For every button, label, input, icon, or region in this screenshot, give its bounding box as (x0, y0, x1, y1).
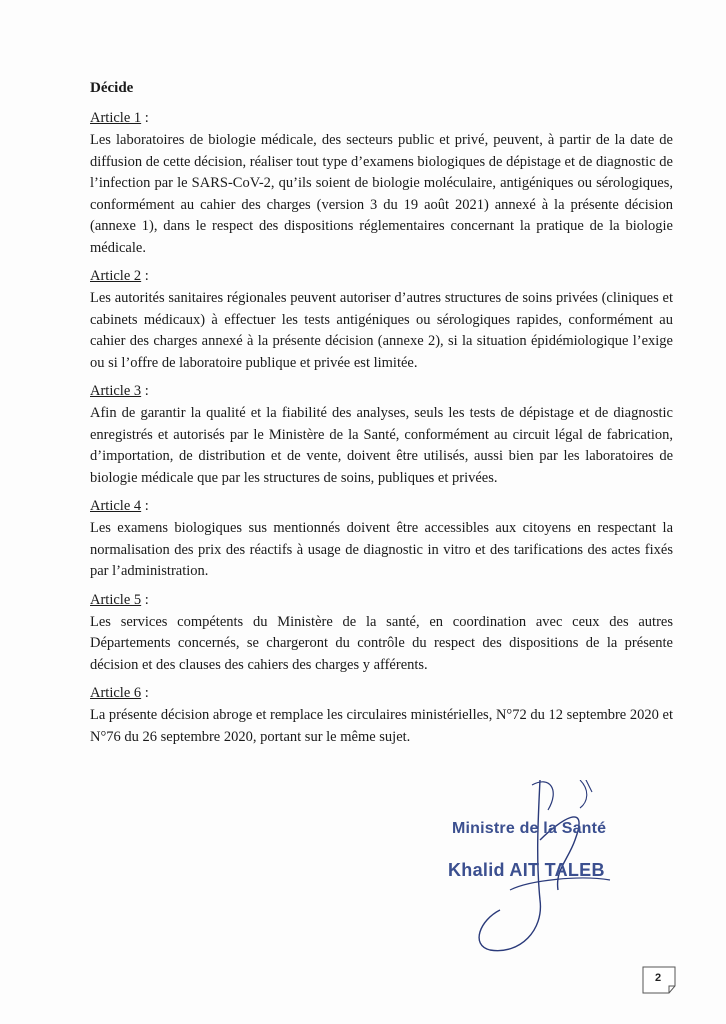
decision-heading: Décide (90, 80, 134, 96)
article-title-suffix: : (141, 383, 149, 399)
article-2 (90, 266, 673, 374)
article-title-suffix: : (141, 591, 149, 608)
article-body: Les autorités sanitaires régionales peuvent autoriser d’autres structures de soins privées (cliniques et cabinets médicaux) à effectuer les tests antigéniques ou sérologiques rapides, conformément au cahier des charges annexé à la présente décision (annexe 2), si la situation épidémiologique l’exige ou si l’offre de laboratoire publique et privée est limitée. (90, 290, 673, 371)
article-1 (90, 108, 673, 259)
signatory-name: Khalid AIT TALEB (448, 860, 605, 880)
article-title-suffix: : (141, 498, 149, 514)
article-6 (90, 683, 673, 748)
article-title-suffix: : (141, 268, 149, 284)
article-title-label: Article 3 (90, 383, 142, 399)
article-title (90, 683, 673, 703)
article-title (90, 381, 673, 401)
article-title-label: Article 5 (90, 591, 142, 608)
article-3 (90, 381, 673, 489)
article-title-label: Article 6 (90, 685, 142, 701)
article-4 (90, 496, 673, 583)
page-number-box (642, 966, 678, 994)
article-title-label: Article 4 (90, 498, 142, 514)
document-body (90, 78, 673, 755)
signature-block (440, 780, 680, 980)
signatory-title: Ministre de la Santé (452, 820, 607, 837)
article-body: Les laboratoires de biologie médicale, des secteurs public et privé, peuvent, à partir de la date de diffusion de cette décision, réaliser tout type d’examens biologiques de dépistage et de diagnostic de l’infection par le SARS-CoV-2, qu’ils soient de biologie moléculaire, antigéniques ou sérologiques, conformément au cahier des charges (version 3 du 19 août 2021) annexé à la présente décision (annexe 1), dans le respect des dispositions réglementaires concernant la pratique de la biologie médicale. (90, 132, 673, 256)
article-title-label: Article 2 (90, 268, 142, 284)
article-title (90, 108, 673, 128)
article-title (90, 590, 673, 610)
article-body: Afin de garantir la qualité et la fiabilité des analyses, seuls les tests de dépistage et de diagnostic enregistrés et autorisés par le Ministère de la Santé, conformément au circuit légal de fabrication, d’importation, de distribution et de vente, doivent être utilisés, aussi bien par les laboratoires de biologie médicale que par les structures de soins, publiques et privées. (90, 405, 673, 486)
article-title (90, 496, 673, 516)
article-title (90, 266, 673, 286)
article-title-suffix: : (141, 685, 149, 701)
article-5 (90, 590, 673, 677)
article-body: La présente décision abroge et remplace les circulaires ministérielles, N°72 du 12 septembre 2020 et N°76 du 26 septembre 2020, portant sur le même sujet. (90, 707, 673, 745)
article-body: Les examens biologiques sus mentionnés doivent être accessibles aux citoyens en respectant la normalisation des prix des réactifs à usage de diagnostic in vitro et des tarifications des actes fixés par l’administration. (90, 520, 673, 579)
article-title-suffix: : (141, 110, 149, 126)
article-body: Les services compétents du Ministère de la santé, en coordination avec ceux des autres Départements concernés, se chargeront du contrôle du respect des dispositions de la présente décision et des clauses des cahiers des charges y afférents. (90, 613, 673, 673)
page-number: 2 (654, 972, 662, 984)
article-title-label: Article 1 (90, 110, 142, 126)
